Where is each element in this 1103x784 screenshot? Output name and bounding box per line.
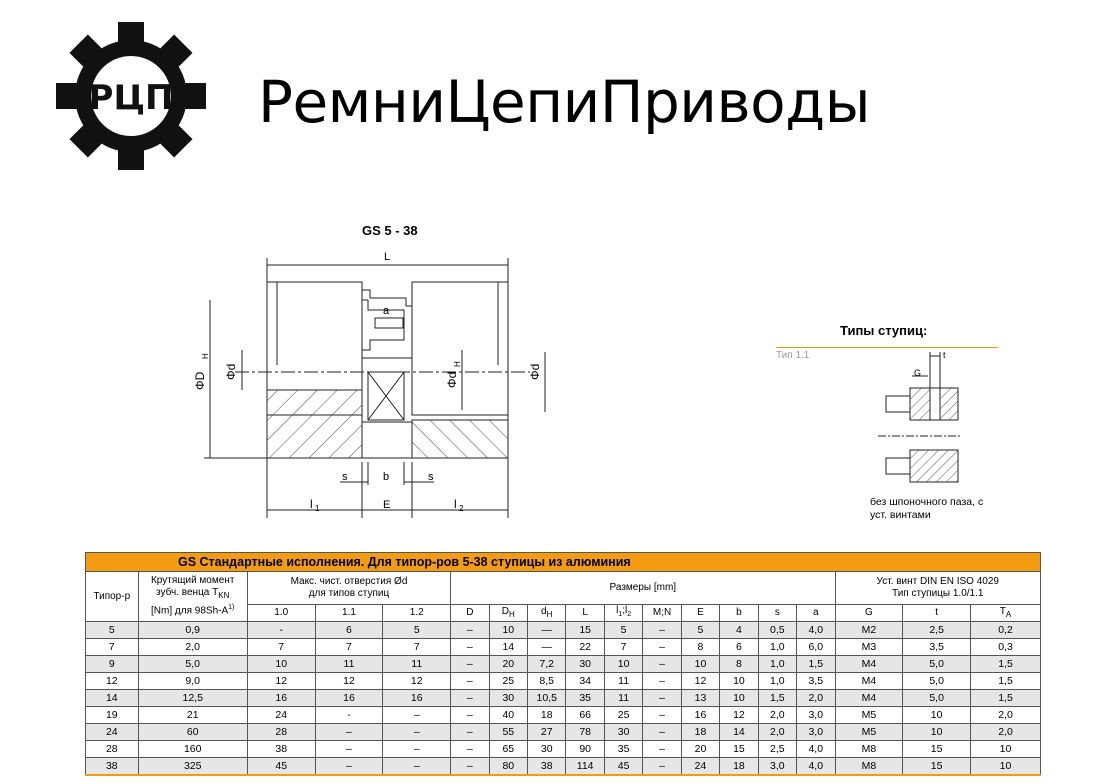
table-cell: 8 [681,639,719,656]
table-cell: 78 [566,724,604,741]
table-cell: 24 [86,724,139,741]
table-cell: 3,0 [758,758,796,776]
table-cell: – [451,707,489,724]
table-cell: 5,0 [903,656,971,673]
table-cell: M4 [835,690,903,707]
table-cell: 2,0 [797,690,835,707]
table-cell: – [643,673,681,690]
header-L: L [566,605,604,622]
table-cell: 160 [138,741,247,758]
table-cell: 1,5 [797,656,835,673]
drawing-title: GS 5 - 38 [362,223,418,238]
brand-title: РемниЦепиПриводы [258,68,871,136]
table-cell: – [451,690,489,707]
table-cell: 60 [138,724,247,741]
table-cell: 14 [86,690,139,707]
table-cell: 6 [315,622,383,639]
table-cell: M8 [835,741,903,758]
table-cell: 16 [315,690,383,707]
dim-label-s-right: s [428,471,434,483]
table-cell: 14 [489,639,527,656]
table-cell: 6,0 [797,639,835,656]
table-cell: 2,0 [138,639,247,656]
table-cell: — [528,639,566,656]
dim-label-s-left: s [342,471,348,483]
table-cell: – [643,758,681,776]
hub-type-note: без шпоночного паза, с уст. винтами [870,496,984,521]
table-cell: 18 [681,724,719,741]
table-cell: 22 [566,639,604,656]
table-row [86,622,1041,639]
table-cell: – [315,741,383,758]
table-row [86,673,1041,690]
table-cell: 20 [489,656,527,673]
table-cell: 12 [315,673,383,690]
table-cell: 12 [86,673,139,690]
table-cell: 16 [383,690,451,707]
table-cell: – [643,656,681,673]
table-cell: 28 [247,724,315,741]
header-a: a [797,605,835,622]
table-cell: – [315,724,383,741]
table-cell: 10 [971,741,1041,758]
hub-type-label: Тип 1.1 [776,350,810,361]
table-cell: – [315,758,383,776]
table-cell: 66 [566,707,604,724]
header-b: b [720,605,758,622]
table-row [86,639,1041,656]
table-cell: 5 [86,622,139,639]
hub-type-drawing [870,350,980,480]
table-cell: 13 [681,690,719,707]
table-cell: 25 [604,707,642,724]
table-row [86,656,1041,673]
table-cell: – [451,639,489,656]
company-logo [56,22,206,170]
table-cell: M8 [835,758,903,776]
table-cell: 2,0 [971,707,1041,724]
table-cell: 16 [681,707,719,724]
table-cell: 14 [720,724,758,741]
table-cell: 45 [247,758,315,776]
hub-types-divider [776,347,998,348]
table-cell: M2 [835,622,903,639]
table-cell: 1,5 [971,690,1041,707]
dim-label-dH-small: Φd [445,371,459,388]
header-torque: Крутящий момент зубч. венца $T_{KN}$ [Nm] для $98Sh-A^{1)}$ [138,572,247,622]
table-cell: – [643,639,681,656]
table-cell: 9,0 [138,673,247,690]
table-cell: 5,0 [903,673,971,690]
table-cell: 38 [528,758,566,776]
table-cell: 11 [604,690,642,707]
table-cell: – [643,690,681,707]
table-cell: 114 [566,758,604,776]
table-cell: 12 [247,673,315,690]
table-cell: 2,0 [758,724,796,741]
header-G: G [835,605,903,622]
table-cell: 55 [489,724,527,741]
hub-types-title: Типы ступиц: [840,323,928,338]
dim-label-E: E [383,499,391,511]
table-cell: 0,3 [971,639,1041,656]
table-cell: 40 [489,707,527,724]
table-cell: – [451,622,489,639]
dim-label-dH-small-sub: H [453,361,462,367]
table-cell: 80 [489,758,527,776]
table-cell: 20 [681,741,719,758]
table-cell: 34 [566,673,604,690]
header-dH: $d_H$ [528,605,566,622]
header-screw: Уст. винт DIN EN ISO 4029 Тип ступицы 1.0/1.1 [835,572,1041,605]
table-cell: 35 [604,741,642,758]
table-cell: 5 [383,622,451,639]
table-cell: – [451,724,489,741]
table-cell: 45 [604,758,642,776]
table-cell: — [528,622,566,639]
table-cell: 24 [247,707,315,724]
table-cell: – [451,741,489,758]
table-cell: – [643,724,681,741]
table-cell: 9 [86,656,139,673]
hub-label-G: G [914,368,922,378]
table-cell: 7 [383,639,451,656]
table-cell: 30 [604,724,642,741]
table-cell: 1,0 [758,656,796,673]
table-cell: 3,5 [797,673,835,690]
table-cell: 7,2 [528,656,566,673]
table-cell: – [451,673,489,690]
table-row [86,724,1041,741]
table-cell: 10,5 [528,690,566,707]
table-cell: 10 [720,690,758,707]
table-cell: M5 [835,707,903,724]
table-cell: 10 [903,724,971,741]
table-cell: 65 [489,741,527,758]
table-cell: 4,0 [797,758,835,776]
coupling-drawing [190,240,540,530]
table-cell: 21 [138,707,247,724]
hub-label-t: t [943,350,946,360]
table-row [86,741,1041,758]
header-MN: M;N [643,605,681,622]
dim-label-L: L [383,251,391,263]
table-cell: - [315,707,383,724]
header-E: E [681,605,719,622]
table-cell: 38 [86,758,139,776]
table-cell: 7 [247,639,315,656]
dim-label-DH-sub: H [201,353,210,359]
table-cell: 35 [566,690,604,707]
table-title: GS Стандартные исполнения. Для типор-ров 5-38 ступицы из алюминия [86,553,1041,572]
table-cell: – [643,741,681,758]
table-cell: 27 [528,724,566,741]
table-cell: 0,2 [971,622,1041,639]
table-cell: 1,5 [971,656,1041,673]
dim-label-a: a [382,305,390,317]
dim-label-l2-sub: 2 [459,504,464,513]
table-cell: 2,0 [758,707,796,724]
table-cell: 2,5 [758,741,796,758]
table-cell: 18 [720,758,758,776]
table-cell: M4 [835,656,903,673]
header-size: Типор-р [86,572,139,622]
table-cell: 6 [720,639,758,656]
table-cell: – [643,707,681,724]
table-cell: 10 [971,758,1041,776]
header-t: t [903,605,971,622]
table-cell: 11 [315,656,383,673]
table-cell: 12 [383,673,451,690]
table-cell: 3,0 [797,724,835,741]
table-cell: – [383,741,451,758]
table-cell: 10 [489,622,527,639]
header-DH: $D_H$ [489,605,527,622]
table-cell: 10 [720,673,758,690]
table-cell: 30 [489,690,527,707]
table-cell: – [451,656,489,673]
table-row [86,707,1041,724]
table-cell: 1,0 [758,673,796,690]
dim-label-l1: l [310,497,313,511]
table-row [86,690,1041,707]
table-cell: 5 [681,622,719,639]
table-cell: 7 [315,639,383,656]
table-cell: 10 [604,656,642,673]
table-cell: – [643,622,681,639]
table-cell: – [383,724,451,741]
table-cell: 15 [903,758,971,776]
table-cell: 1,0 [758,639,796,656]
header-bore-1-2: 1.2 [383,605,451,622]
dim-label-b: b [383,471,390,483]
table-cell: 3,5 [903,639,971,656]
table-cell: 5,0 [138,656,247,673]
table-cell: 16 [247,690,315,707]
table-cell: 5 [604,622,642,639]
table-cell: 12 [720,707,758,724]
dim-label-d-right: Φd [528,363,542,380]
header-D: D [451,605,489,622]
dim-label-DH: ΦD [193,371,207,390]
table-cell: 18 [528,707,566,724]
header-s: s [758,605,796,622]
table-cell: 10 [903,707,971,724]
table-cell: M5 [835,724,903,741]
table-cell: M4 [835,673,903,690]
table-cell: 8 [720,656,758,673]
table-cell: 25 [489,673,527,690]
table-cell: 15 [566,622,604,639]
table-cell: 12 [681,673,719,690]
table-cell: 19 [86,707,139,724]
table-cell: 38 [247,741,315,758]
table-cell: 3,0 [797,707,835,724]
table-cell: 15 [903,741,971,758]
table-cell: M3 [835,639,903,656]
table-cell: 4 [720,622,758,639]
header-l1l2: $l_1;l_2$ [604,605,642,622]
header-TA: $T_A$ [971,605,1041,622]
table-cell: – [383,758,451,776]
table-cell: 4,0 [797,622,835,639]
table-cell: 11 [383,656,451,673]
table-cell: 4,0 [797,741,835,758]
dim-label-l2: l [454,497,457,511]
table-cell: 24 [681,758,719,776]
table-cell: 7 [86,639,139,656]
table-cell: 325 [138,758,247,776]
table-cell: 15 [720,741,758,758]
table-cell: 12,5 [138,690,247,707]
table-cell: 2,5 [903,622,971,639]
header-bore-1-1: 1.1 [315,605,383,622]
table-cell: 8,5 [528,673,566,690]
table-cell: - [247,622,315,639]
table-cell: 11 [604,673,642,690]
table-cell: 2,0 [971,724,1041,741]
dim-label-d-left: Φd [224,363,238,380]
table-cell: 10 [681,656,719,673]
table-cell: – [383,707,451,724]
table-cell: 90 [566,741,604,758]
header-bore: Макс. чист. отверстия Ød для типов ступиц [247,572,450,605]
table-cell: 5,0 [903,690,971,707]
table-cell: – [451,758,489,776]
table-cell: 0,5 [758,622,796,639]
table-cell: 1,5 [758,690,796,707]
table-body [86,622,1041,776]
table-cell: 7 [604,639,642,656]
table-cell: 28 [86,741,139,758]
spec-table [85,552,1041,776]
table-cell: 1,5 [971,673,1041,690]
dim-label-l1-sub: 1 [315,504,320,513]
table-cell: 0,9 [138,622,247,639]
header-bore-1-0: 1.0 [247,605,315,622]
table-cell: 30 [566,656,604,673]
table-row [86,758,1041,776]
table-cell: 10 [247,656,315,673]
header-dims: Размеры [mm] [451,572,835,605]
table-cell: 30 [528,741,566,758]
logo-text: РЦП [88,78,174,118]
